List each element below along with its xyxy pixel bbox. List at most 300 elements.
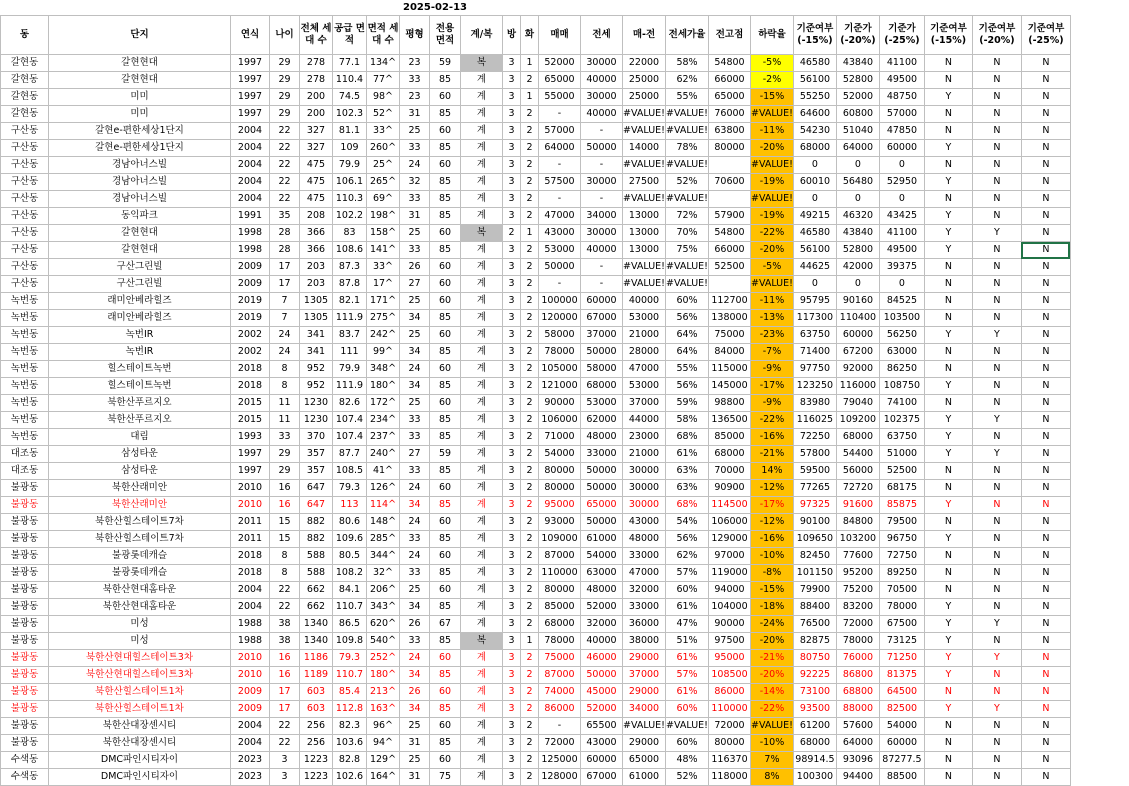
cell[interactable]: 60: [430, 225, 461, 242]
cell[interactable]: 1340: [300, 633, 333, 650]
cell[interactable]: 25: [400, 395, 430, 412]
cell[interactable]: 55%: [666, 361, 709, 378]
cell[interactable]: 33000: [581, 446, 623, 463]
cell[interactable]: N: [924, 752, 972, 769]
cell[interactable]: 60: [430, 361, 461, 378]
cell[interactable]: N: [1021, 735, 1070, 752]
cell[interactable]: 2: [521, 191, 539, 208]
cell[interactable]: Y: [924, 531, 972, 548]
cell[interactable]: 2015: [231, 412, 270, 429]
cell[interactable]: 3: [503, 276, 521, 293]
cell[interactable]: 348^: [367, 361, 400, 378]
cell[interactable]: 106000: [539, 412, 581, 429]
cell[interactable]: 29000: [623, 684, 666, 701]
cell[interactable]: 25: [400, 225, 430, 242]
cell[interactable]: 2004: [231, 718, 270, 735]
cell[interactable]: 109.6: [333, 531, 367, 548]
cell[interactable]: 80.5: [333, 548, 367, 565]
cell[interactable]: 2: [521, 497, 539, 514]
cell[interactable]: Y: [972, 616, 1021, 633]
cell[interactable]: 67000: [581, 769, 623, 786]
cell[interactable]: 녹번동: [1, 395, 49, 412]
cell[interactable]: 252^: [367, 650, 400, 667]
cell[interactable]: N: [1021, 191, 1070, 208]
cell[interactable]: 110.3: [333, 191, 367, 208]
cell[interactable]: 109650: [793, 531, 836, 548]
cell[interactable]: 65000: [709, 89, 751, 106]
cell[interactable]: -20%: [751, 633, 794, 650]
cell[interactable]: 1997: [231, 463, 270, 480]
data-table[interactable]: [0, 15, 1071, 786]
cell[interactable]: N: [924, 293, 972, 310]
cell[interactable]: 불광동: [1, 514, 49, 531]
cell[interactable]: 경남아너스빌: [49, 157, 231, 174]
cell[interactable]: 102.3: [333, 106, 367, 123]
cell[interactable]: 50000: [581, 480, 623, 497]
cell[interactable]: 22: [270, 718, 300, 735]
cell[interactable]: 57000: [539, 123, 581, 140]
cell[interactable]: 계: [461, 429, 503, 446]
cell[interactable]: 2: [521, 463, 539, 480]
cell[interactable]: -22%: [751, 701, 794, 718]
cell[interactable]: N: [972, 208, 1021, 225]
cell[interactable]: N: [1021, 412, 1070, 429]
cell[interactable]: 112700: [709, 293, 751, 310]
cell[interactable]: 25000: [623, 89, 666, 106]
cell[interactable]: N: [1021, 242, 1070, 259]
cell[interactable]: 59: [430, 55, 461, 72]
cell[interactable]: 60: [430, 395, 461, 412]
cell[interactable]: 89250: [879, 565, 924, 582]
cell[interactable]: 24: [400, 157, 430, 174]
cell[interactable]: N: [972, 548, 1021, 565]
cell[interactable]: 85: [430, 429, 461, 446]
cell[interactable]: 1998: [231, 242, 270, 259]
cell[interactable]: N: [972, 72, 1021, 89]
cell[interactable]: 래미안베라힐즈: [49, 293, 231, 310]
cell[interactable]: 계: [461, 327, 503, 344]
cell[interactable]: N: [972, 684, 1021, 701]
cell[interactable]: Y: [972, 701, 1021, 718]
cell[interactable]: 49500: [879, 242, 924, 259]
cell[interactable]: 2004: [231, 174, 270, 191]
cell[interactable]: 43000: [623, 514, 666, 531]
cell[interactable]: 구산동: [1, 259, 49, 276]
cell[interactable]: 366: [300, 242, 333, 259]
cell[interactable]: 60: [430, 89, 461, 106]
cell[interactable]: 복: [461, 633, 503, 650]
cell[interactable]: 3: [503, 412, 521, 429]
cell[interactable]: 47000: [623, 565, 666, 582]
cell[interactable]: 2004: [231, 140, 270, 157]
cell[interactable]: 647: [300, 480, 333, 497]
cell[interactable]: 60: [430, 157, 461, 174]
cell[interactable]: 60010: [793, 174, 836, 191]
cell[interactable]: 84.1: [333, 582, 367, 599]
cell[interactable]: 54400: [836, 446, 879, 463]
cell[interactable]: 91600: [836, 497, 879, 514]
cell[interactable]: 86800: [836, 667, 879, 684]
cell[interactable]: 77265: [793, 480, 836, 497]
cell[interactable]: 116025: [793, 412, 836, 429]
cell[interactable]: 90160: [836, 293, 879, 310]
cell[interactable]: 3: [270, 769, 300, 786]
cell[interactable]: 60%: [666, 582, 709, 599]
cell[interactable]: 30000: [623, 480, 666, 497]
cell[interactable]: 29: [270, 463, 300, 480]
cell[interactable]: -: [581, 123, 623, 140]
cell[interactable]: 불광동: [1, 480, 49, 497]
cell[interactable]: 3: [503, 463, 521, 480]
cell[interactable]: 계: [461, 463, 503, 480]
cell[interactable]: 25000: [623, 72, 666, 89]
cell[interactable]: -21%: [751, 446, 794, 463]
cell[interactable]: 30000: [581, 225, 623, 242]
cell[interactable]: 58000: [581, 361, 623, 378]
cell[interactable]: DMC파인시티자이: [49, 752, 231, 769]
cell[interactable]: 52950: [879, 174, 924, 191]
cell[interactable]: 64000: [836, 140, 879, 157]
cell[interactable]: -: [581, 276, 623, 293]
cell[interactable]: 70600: [709, 174, 751, 191]
cell[interactable]: 64600: [793, 106, 836, 123]
cell[interactable]: 31: [400, 208, 430, 225]
cell[interactable]: 3: [503, 701, 521, 718]
cell[interactable]: 114500: [709, 497, 751, 514]
cell[interactable]: 구산동: [1, 208, 49, 225]
cell[interactable]: 83: [333, 225, 367, 242]
cell[interactable]: 85: [430, 735, 461, 752]
cell[interactable]: 3: [503, 191, 521, 208]
cell[interactable]: 66000: [709, 242, 751, 259]
cell[interactable]: 76000: [836, 650, 879, 667]
cell[interactable]: 87277.5: [879, 752, 924, 769]
cell[interactable]: 갈현e-편한세상1단지: [49, 140, 231, 157]
cell[interactable]: 13000: [623, 242, 666, 259]
cell[interactable]: N: [924, 514, 972, 531]
cell[interactable]: 540^: [367, 633, 400, 650]
cell[interactable]: 24: [400, 514, 430, 531]
cell[interactable]: 86000: [709, 684, 751, 701]
cell[interactable]: 32: [400, 174, 430, 191]
cell[interactable]: N: [1021, 446, 1070, 463]
cell[interactable]: 25^: [367, 157, 400, 174]
cell[interactable]: 3: [503, 310, 521, 327]
cell[interactable]: N: [1021, 480, 1070, 497]
cell[interactable]: -9%: [751, 395, 794, 412]
cell[interactable]: N: [924, 463, 972, 480]
cell[interactable]: 77^: [367, 72, 400, 89]
cell[interactable]: 27500: [623, 174, 666, 191]
column-header[interactable]: 기준가 (-20%): [836, 16, 879, 55]
cell[interactable]: 계: [461, 242, 503, 259]
cell[interactable]: N: [924, 480, 972, 497]
cell[interactable]: 22: [270, 174, 300, 191]
cell[interactable]: 3: [503, 140, 521, 157]
cell[interactable]: 87.3: [333, 259, 367, 276]
cell[interactable]: N: [972, 174, 1021, 191]
cell[interactable]: 1: [521, 633, 539, 650]
cell[interactable]: N: [1021, 548, 1070, 565]
cell[interactable]: N: [972, 106, 1021, 123]
cell[interactable]: 59500: [793, 463, 836, 480]
cell[interactable]: 80000: [539, 582, 581, 599]
cell[interactable]: 복: [461, 225, 503, 242]
cell[interactable]: 61%: [666, 599, 709, 616]
cell[interactable]: 2: [521, 140, 539, 157]
cell[interactable]: 2009: [231, 276, 270, 293]
cell[interactable]: 65000: [581, 497, 623, 514]
cell[interactable]: 82875: [793, 633, 836, 650]
cell[interactable]: N: [972, 259, 1021, 276]
cell[interactable]: 129000: [709, 531, 751, 548]
cell[interactable]: 2: [521, 480, 539, 497]
cell[interactable]: 불광롯데캐슬: [49, 565, 231, 582]
cell[interactable]: 8: [270, 548, 300, 565]
cell[interactable]: 계: [461, 344, 503, 361]
cell[interactable]: 계: [461, 140, 503, 157]
column-header[interactable]: 전고점: [709, 16, 751, 55]
cell[interactable]: -11%: [751, 123, 794, 140]
cell[interactable]: N: [924, 123, 972, 140]
cell[interactable]: 98800: [709, 395, 751, 412]
cell[interactable]: 75000: [539, 650, 581, 667]
cell[interactable]: 3: [503, 89, 521, 106]
cell[interactable]: 2: [521, 242, 539, 259]
cell[interactable]: 3: [503, 599, 521, 616]
cell[interactable]: 34: [400, 344, 430, 361]
cell[interactable]: 3: [503, 327, 521, 344]
cell[interactable]: Y: [924, 446, 972, 463]
cell[interactable]: Y: [924, 208, 972, 225]
cell[interactable]: 계: [461, 157, 503, 174]
cell[interactable]: 갈현동: [1, 89, 49, 106]
cell[interactable]: 29: [270, 72, 300, 89]
cell[interactable]: N: [924, 310, 972, 327]
column-header[interactable]: 면적 세대 수: [367, 16, 400, 55]
cell[interactable]: #VALUE!: [666, 123, 709, 140]
cell[interactable]: 23: [400, 55, 430, 72]
cell[interactable]: 25: [400, 718, 430, 735]
cell[interactable]: 43425: [879, 208, 924, 225]
cell[interactable]: N: [924, 769, 972, 786]
cell[interactable]: 80000: [539, 480, 581, 497]
cell[interactable]: Y: [924, 242, 972, 259]
cell[interactable]: -: [539, 276, 581, 293]
cell[interactable]: 1997: [231, 72, 270, 89]
cell[interactable]: 60: [430, 293, 461, 310]
cell[interactable]: 85: [430, 191, 461, 208]
cell[interactable]: 50000: [581, 140, 623, 157]
cell[interactable]: Y: [924, 429, 972, 446]
cell[interactable]: 57500: [539, 174, 581, 191]
cell[interactable]: 80750: [793, 650, 836, 667]
cell[interactable]: 2011: [231, 514, 270, 531]
cell[interactable]: N: [1021, 718, 1070, 735]
cell[interactable]: 588: [300, 548, 333, 565]
cell[interactable]: 26: [400, 259, 430, 276]
cell[interactable]: 40000: [581, 72, 623, 89]
cell[interactable]: N: [1021, 276, 1070, 293]
cell[interactable]: 2: [521, 276, 539, 293]
cell[interactable]: 1997: [231, 106, 270, 123]
cell[interactable]: 67200: [836, 344, 879, 361]
cell[interactable]: 72000: [709, 718, 751, 735]
cell[interactable]: 22000: [623, 55, 666, 72]
cell[interactable]: 2: [521, 701, 539, 718]
cell[interactable]: N: [1021, 259, 1070, 276]
cell[interactable]: 계: [461, 616, 503, 633]
cell[interactable]: 66000: [709, 72, 751, 89]
cell[interactable]: 370: [300, 429, 333, 446]
cell[interactable]: 2011: [231, 531, 270, 548]
cell[interactable]: 30000: [581, 55, 623, 72]
cell[interactable]: 61%: [666, 684, 709, 701]
cell[interactable]: 북한산래미안: [49, 480, 231, 497]
cell[interactable]: 7%: [751, 752, 794, 769]
cell[interactable]: 100300: [793, 769, 836, 786]
cell[interactable]: 85: [430, 72, 461, 89]
cell[interactable]: 113: [333, 497, 367, 514]
cell[interactable]: 65000: [623, 752, 666, 769]
column-header[interactable]: 하락율: [751, 16, 794, 55]
cell[interactable]: 108.5: [333, 463, 367, 480]
cell[interactable]: 계: [461, 208, 503, 225]
cell[interactable]: 111.9: [333, 310, 367, 327]
cell[interactable]: 1189: [300, 667, 333, 684]
cell[interactable]: 48000: [581, 582, 623, 599]
cell[interactable]: 41^: [367, 463, 400, 480]
cell[interactable]: 녹번동: [1, 293, 49, 310]
cell[interactable]: -10%: [751, 548, 794, 565]
cell[interactable]: 53000: [581, 395, 623, 412]
cell[interactable]: 3: [503, 344, 521, 361]
cell[interactable]: 126^: [367, 480, 400, 497]
cell[interactable]: 114^: [367, 497, 400, 514]
cell[interactable]: 39375: [879, 259, 924, 276]
cell[interactable]: 69^: [367, 191, 400, 208]
cell[interactable]: 43000: [539, 225, 581, 242]
cell[interactable]: 2: [521, 395, 539, 412]
cell[interactable]: N: [1021, 497, 1070, 514]
cell[interactable]: 계: [461, 684, 503, 701]
cell[interactable]: 계: [461, 310, 503, 327]
cell[interactable]: N: [1021, 327, 1070, 344]
cell[interactable]: 88500: [879, 769, 924, 786]
cell[interactable]: N: [1021, 106, 1070, 123]
cell[interactable]: 52000: [539, 55, 581, 72]
cell[interactable]: Y: [924, 174, 972, 191]
cell[interactable]: 64%: [666, 344, 709, 361]
cell[interactable]: 미성: [49, 616, 231, 633]
cell[interactable]: 108500: [709, 667, 751, 684]
cell[interactable]: -5%: [751, 259, 794, 276]
cell[interactable]: 83980: [793, 395, 836, 412]
cell[interactable]: -11%: [751, 293, 794, 310]
cell[interactable]: 24: [270, 344, 300, 361]
cell[interactable]: 구산그린빌: [49, 259, 231, 276]
cell[interactable]: 3: [503, 718, 521, 735]
cell[interactable]: 2: [521, 667, 539, 684]
cell[interactable]: N: [1021, 293, 1070, 310]
cell[interactable]: 38: [270, 633, 300, 650]
cell[interactable]: 3: [503, 633, 521, 650]
cell[interactable]: 63000: [581, 565, 623, 582]
cell[interactable]: 85: [430, 599, 461, 616]
cell[interactable]: 110.7: [333, 667, 367, 684]
cell[interactable]: 구산동: [1, 191, 49, 208]
cell[interactable]: #VALUE!: [751, 157, 794, 174]
cell[interactable]: 계: [461, 174, 503, 191]
cell[interactable]: 2023: [231, 769, 270, 786]
cell[interactable]: 3: [503, 106, 521, 123]
cell[interactable]: 불광동: [1, 667, 49, 684]
cell[interactable]: 49215: [793, 208, 836, 225]
cell[interactable]: 녹번동: [1, 412, 49, 429]
cell[interactable]: 계: [461, 497, 503, 514]
cell[interactable]: 85: [430, 565, 461, 582]
cell[interactable]: N: [1021, 310, 1070, 327]
cell[interactable]: #VALUE!: [666, 718, 709, 735]
cell[interactable]: 68800: [836, 684, 879, 701]
cell[interactable]: 불광동: [1, 701, 49, 718]
cell[interactable]: 278: [300, 55, 333, 72]
cell[interactable]: 54%: [666, 514, 709, 531]
cell[interactable]: 계: [461, 89, 503, 106]
cell[interactable]: N: [924, 344, 972, 361]
cell[interactable]: 38000: [623, 633, 666, 650]
cell[interactable]: 2004: [231, 582, 270, 599]
cell[interactable]: 불광동: [1, 599, 49, 616]
cell[interactable]: 46320: [836, 208, 879, 225]
cell[interactable]: 2010: [231, 667, 270, 684]
cell[interactable]: 103200: [836, 531, 879, 548]
cell[interactable]: N: [1021, 208, 1070, 225]
cell[interactable]: [709, 157, 751, 174]
cell[interactable]: 33: [400, 72, 430, 89]
cell[interactable]: 44625: [793, 259, 836, 276]
cell[interactable]: 2: [521, 310, 539, 327]
cell[interactable]: 2010: [231, 650, 270, 667]
cell[interactable]: 녹번동: [1, 361, 49, 378]
cell[interactable]: 952: [300, 378, 333, 395]
cell[interactable]: 13000: [623, 208, 666, 225]
cell[interactable]: N: [972, 565, 1021, 582]
cell[interactable]: -16%: [751, 531, 794, 548]
cell[interactable]: 67500: [879, 616, 924, 633]
cell[interactable]: 34000: [623, 701, 666, 718]
cell[interactable]: N: [924, 565, 972, 582]
cell[interactable]: 87000: [539, 667, 581, 684]
cell[interactable]: 계: [461, 395, 503, 412]
cell[interactable]: N: [1021, 684, 1070, 701]
cell[interactable]: 63%: [666, 463, 709, 480]
cell[interactable]: 불광동: [1, 735, 49, 752]
cell[interactable]: 118000: [709, 769, 751, 786]
cell[interactable]: #VALUE!: [666, 157, 709, 174]
cell[interactable]: 85: [430, 463, 461, 480]
cell[interactable]: 3: [503, 548, 521, 565]
cell[interactable]: 0: [836, 276, 879, 293]
cell[interactable]: 1230: [300, 412, 333, 429]
cell[interactable]: N: [1021, 344, 1070, 361]
cell[interactable]: 경남아너스빌: [49, 191, 231, 208]
cell[interactable]: 882: [300, 514, 333, 531]
cell[interactable]: 134^: [367, 55, 400, 72]
cell[interactable]: 60: [430, 684, 461, 701]
cell[interactable]: 대림: [49, 429, 231, 446]
cell[interactable]: 계: [461, 123, 503, 140]
